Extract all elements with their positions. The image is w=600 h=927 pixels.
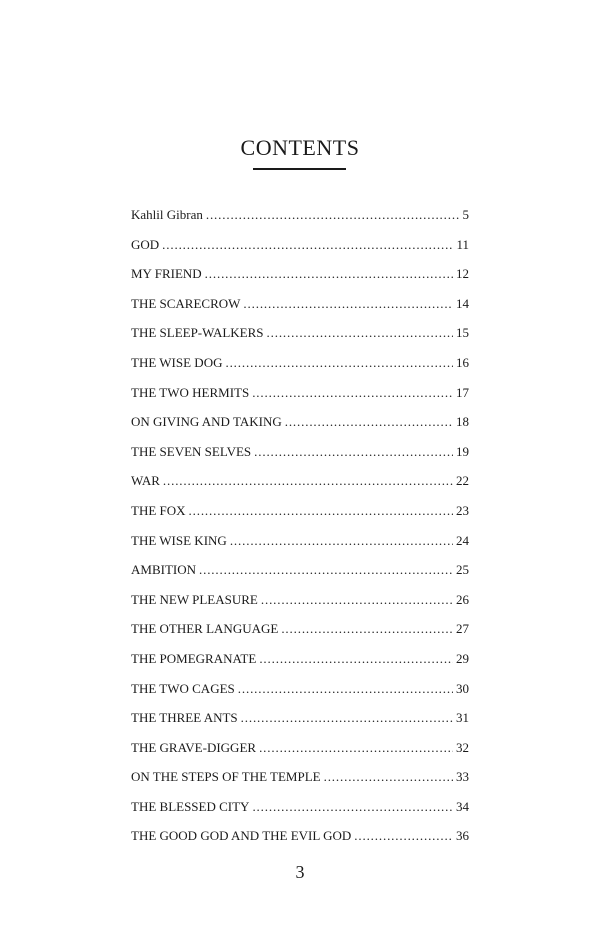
page-title: CONTENTS — [240, 134, 360, 160]
toc-entry-title: THE WISE KING — [131, 532, 227, 548]
toc-entry[interactable] — [131, 797, 469, 827]
dot-leader — [259, 738, 453, 758]
toc-entry-title: THE TWO HERMITS — [131, 384, 250, 400]
toc-entry[interactable] — [131, 826, 469, 856]
toc-entry-title: THE SEVEN SELVES — [131, 443, 252, 459]
toc-entry[interactable] — [131, 235, 469, 265]
toc-entry-title: THE FOX — [131, 502, 186, 518]
toc-entry[interactable] — [131, 619, 469, 649]
toc-entry-title: THE POMEGRANATE — [131, 650, 257, 666]
toc-entry[interactable] — [131, 590, 469, 620]
toc-entry-page: 27 — [456, 621, 469, 637]
toc-entry-page: 36 — [456, 828, 469, 844]
dot-leader — [243, 294, 453, 314]
dot-leader — [199, 560, 453, 580]
toc-entry-title: ON THE STEPS OF THE TEMPLE — [131, 769, 321, 785]
toc-entry[interactable] — [131, 471, 469, 501]
toc-entry-page: 5 — [462, 207, 469, 222]
dot-leader — [241, 708, 453, 728]
toc-entry-page: 11 — [456, 236, 469, 252]
dot-leader — [225, 353, 453, 373]
toc-entry-page: 19 — [456, 443, 469, 459]
dot-leader — [189, 501, 453, 521]
toc-entry[interactable] — [131, 412, 469, 442]
toc-entry-page: 32 — [456, 739, 469, 755]
dot-leader — [285, 412, 453, 432]
toc-entry[interactable] — [131, 738, 469, 768]
toc-entry-title: THE OTHER LANGUAGE — [131, 621, 279, 637]
toc-entry-page: 30 — [456, 680, 469, 696]
toc-entry-title: THE GRAVE-DIGGER — [131, 739, 257, 755]
table-of-contents — [131, 205, 469, 856]
toc-entry-page: 23 — [456, 502, 469, 518]
toc-entry-page: 24 — [456, 532, 469, 548]
toc-entry[interactable] — [131, 767, 469, 797]
toc-entry[interactable] — [131, 383, 469, 413]
dot-leader — [267, 323, 453, 343]
toc-entry[interactable] — [131, 501, 469, 531]
dot-leader — [261, 590, 453, 610]
page-number: 3 — [295, 862, 305, 882]
toc-entry-title: THE TWO CAGES — [131, 680, 235, 696]
dot-leader — [230, 531, 453, 551]
toc-entry-title: AMBITION — [131, 562, 196, 578]
dot-leader — [354, 826, 453, 846]
toc-entry-title: ON GIVING AND TAKING — [131, 414, 282, 430]
toc-entry[interactable] — [131, 294, 469, 324]
toc-entry[interactable] — [131, 531, 469, 561]
toc-entry-page: 15 — [456, 325, 469, 341]
dot-leader — [163, 471, 453, 491]
toc-entry-page: 14 — [456, 295, 469, 311]
toc-entry-title: THE GOOD GOD AND THE EVIL GOD — [131, 828, 352, 844]
toc-entry-title: THE SLEEP-WALKERS — [131, 325, 264, 341]
toc-entry[interactable] — [131, 560, 469, 590]
toc-entry-page: 12 — [456, 266, 469, 282]
toc-entry-page: 16 — [456, 354, 469, 370]
dot-leader — [259, 649, 453, 669]
dot-leader — [281, 619, 453, 639]
toc-entry-title: THE BLESSED CITY — [131, 798, 250, 814]
dot-leader — [205, 264, 453, 284]
toc-entry-page: 31 — [456, 710, 469, 726]
toc-entry-page: 18 — [456, 414, 469, 430]
toc-entry[interactable] — [131, 205, 469, 235]
title-underline — [253, 168, 346, 170]
toc-entry[interactable] — [131, 649, 469, 679]
toc-entry[interactable] — [131, 442, 469, 472]
toc-entry-page: 17 — [456, 384, 469, 400]
toc-entry-page: 34 — [456, 798, 469, 814]
toc-entry[interactable] — [131, 323, 469, 353]
toc-entry-title: MY FRIEND — [131, 266, 202, 282]
toc-entry[interactable] — [131, 353, 469, 383]
toc-entry-page: 33 — [456, 769, 469, 785]
toc-entry-title: WAR — [131, 473, 160, 489]
toc-entry[interactable] — [131, 264, 469, 294]
toc-entry[interactable] — [131, 708, 469, 738]
dot-leader — [324, 767, 453, 787]
toc-entry-title: THE SCARECROW — [131, 295, 241, 311]
dot-leader — [238, 679, 453, 699]
toc-entry-title: GOD — [131, 236, 160, 252]
dot-leader — [254, 442, 453, 462]
toc-entry-page: 25 — [456, 562, 469, 578]
toc-entry-page: 29 — [456, 650, 469, 666]
dot-leader — [252, 383, 453, 403]
toc-entry-page: 26 — [456, 591, 469, 607]
toc-entry-title: THE THREE ANTS — [131, 710, 238, 726]
toc-entry[interactable] — [131, 679, 469, 709]
toc-entry-title: THE WISE DOG — [131, 354, 223, 370]
dot-leader — [162, 235, 453, 255]
dot-leader — [206, 205, 460, 225]
toc-entry-page: 22 — [456, 473, 469, 489]
toc-entry-title: THE NEW PLEASURE — [131, 591, 258, 607]
toc-entry-title: Kahlil Gibran — [131, 207, 203, 222]
dot-leader — [252, 797, 453, 817]
